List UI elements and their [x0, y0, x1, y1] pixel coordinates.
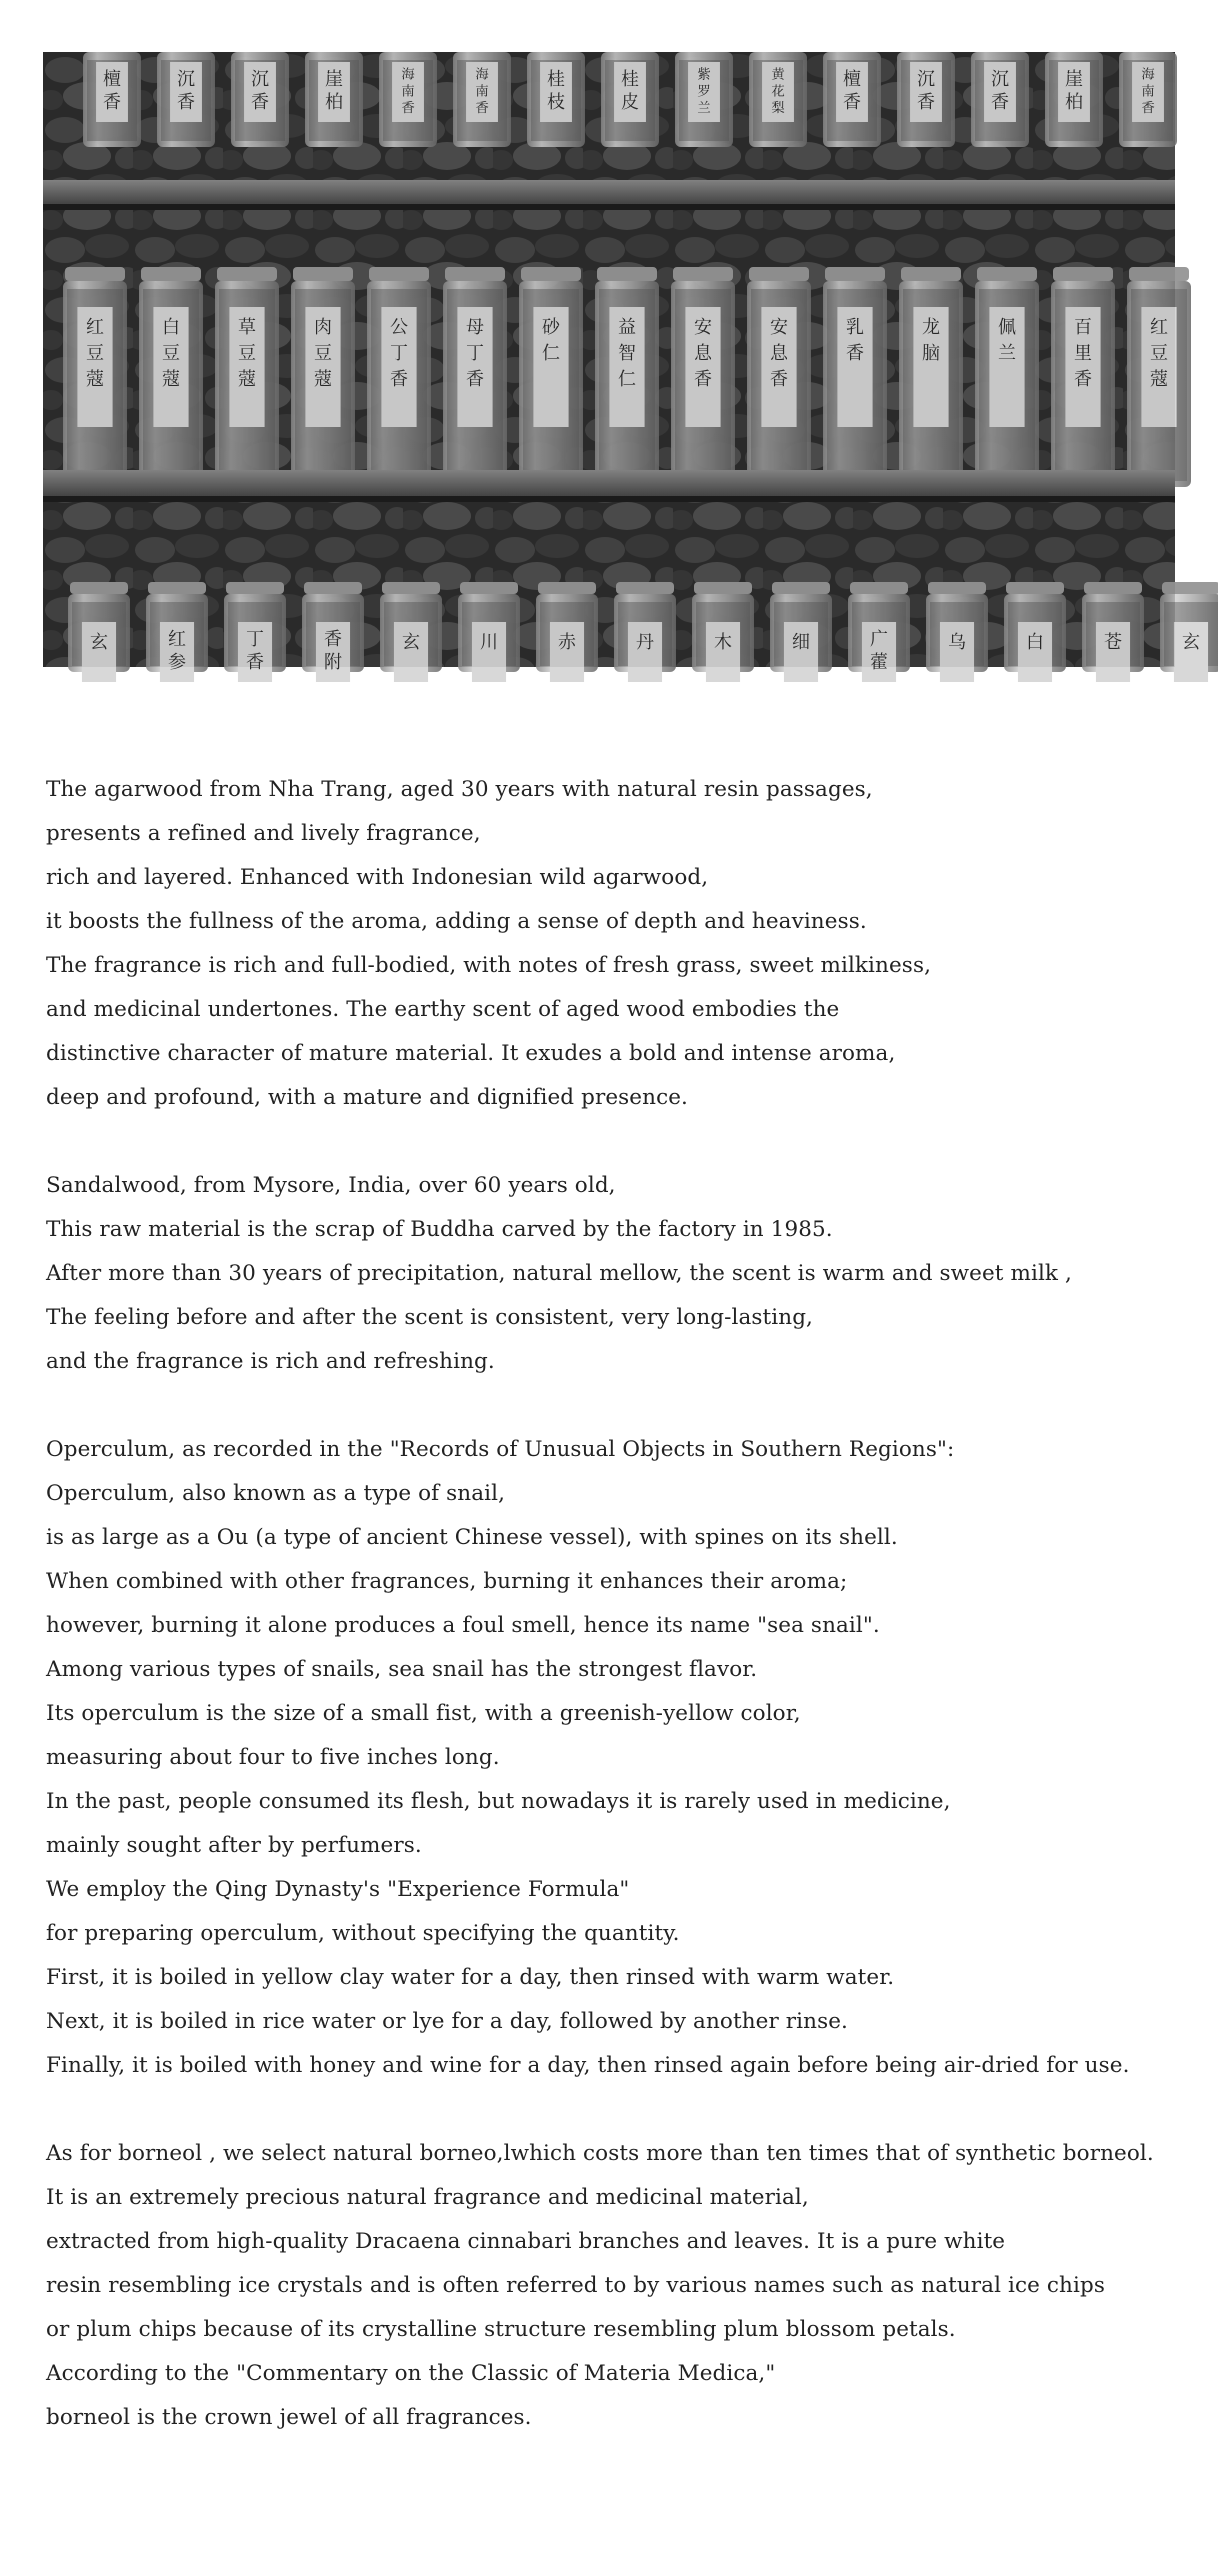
text-line: As for borneol , we select natural borneo,lwhich costs more than ten times that of synthetic borneol. — [46, 2141, 1154, 2166]
jar-label: 檀香 — [103, 69, 121, 114]
jar-label: 川 — [480, 632, 498, 653]
jar-label: 玄 — [90, 632, 108, 653]
jar-label: 崖柏 — [1065, 69, 1083, 114]
text-line: or plum chips because of its crystalline structure resembling plum blossom petals. — [46, 2317, 956, 2342]
paragraph — [46, 1428, 1186, 2088]
text-line: Its operculum is the size of a small fist, with a greenish-yellow color, — [46, 1701, 801, 1726]
text-line: resin resembling ice crystals and is often referred to by various names such as natural ice chips — [46, 2273, 1105, 2298]
text-line: The feeling before and after the scent is consistent, very long-lasting, — [46, 1305, 813, 1330]
jar-label: 砂仁 — [542, 317, 560, 364]
text-line: Operculum, also known as a type of snail, — [46, 1481, 506, 1506]
text-line: presents a refined and lively fragrance, — [46, 821, 481, 846]
apothecary-shelves-photo — [43, 52, 1200, 674]
text-line: distinctive character of mature material. It exudes a bold and intense aroma, — [46, 1041, 896, 1066]
jar-label: 草豆蔻 — [238, 317, 256, 390]
jar-label: 海南香 — [1141, 67, 1155, 116]
jar-label: 安息香 — [694, 317, 712, 390]
article-body — [46, 768, 1186, 2484]
jar-label: 白豆蔻 — [162, 317, 180, 390]
text-line: extracted from high-quality Dracaena cinnabari branches and leaves. It is a pure white — [46, 2229, 1006, 2254]
jar-label: 沉香 — [917, 69, 935, 114]
paragraph — [46, 1164, 1186, 1384]
jar-label: 黄花梨 — [771, 67, 785, 116]
text-line: This raw material is the scrap of Buddha carved by the factory in 1985. — [46, 1217, 833, 1242]
text-line: It is an extremely precious natural fragrance and medicinal material, — [46, 2185, 809, 2210]
jar-label: 崖柏 — [325, 69, 343, 114]
text-line: is as large as a Ou (a type of ancient Chinese vessel), with spines on its shell. — [46, 1525, 898, 1550]
jar-label: 桂皮 — [621, 69, 639, 114]
text-line: for preparing operculum, without specifying the quantity. — [46, 1921, 680, 1946]
jar-label: 苍 — [1104, 632, 1122, 653]
jar-label: 乌 — [948, 632, 966, 653]
text-line: Next, it is boiled in rice water or lye for a day, followed by another rinse. — [46, 2009, 848, 2034]
text-line: We employ the Qing Dynasty's "Experience Formula" — [46, 1877, 630, 1902]
jar-label: 檀香 — [843, 69, 861, 114]
jar-label: 海南香 — [475, 67, 489, 116]
jar-label: 玄 — [402, 632, 420, 653]
jar-label: 桂枝 — [547, 69, 565, 114]
jar-label: 木 — [714, 632, 732, 653]
jar-label: 白 — [1026, 632, 1044, 653]
text-line: borneol is the crown jewel of all fragrances. — [46, 2405, 532, 2430]
jar-label: 乳香 — [846, 317, 864, 364]
jar-label: 安息香 — [770, 317, 788, 390]
text-line: measuring about four to five inches long. — [46, 1745, 500, 1770]
jar-label: 沉香 — [991, 69, 1009, 114]
paragraph — [46, 768, 1186, 1120]
text-line: After more than 30 years of precipitation, natural mellow, the scent is warm and sweet milk , — [46, 1261, 1072, 1286]
text-line: Operculum, as recorded in the "Records of Unusual Objects in Southern Regions": — [46, 1437, 955, 1462]
jar-label: 肉豆蔻 — [314, 317, 332, 390]
text-line: Sandalwood, from Mysore, India, over 60 years old, — [46, 1173, 616, 1198]
jar-label: 佩兰 — [998, 317, 1016, 364]
text-line: According to the "Commentary on the Classic of Materia Medica," — [46, 2361, 776, 2386]
text-line: The fragrance is rich and full-bodied, with notes of fresh grass, sweet milkiness, — [46, 953, 932, 978]
text-line: deep and profound, with a mature and dignified presence. — [46, 1085, 688, 1110]
jar-label: 母丁香 — [466, 317, 484, 390]
text-line: When combined with other fragrances, burning it enhances their aroma; — [46, 1569, 848, 1594]
jar-label: 玄 — [1182, 632, 1200, 653]
hero-image — [43, 52, 1200, 674]
jar-label: 沉香 — [177, 69, 195, 114]
text-line: rich and layered. Enhanced with Indonesian wild agarwood, — [46, 865, 709, 890]
jar-label: 龙脑 — [922, 317, 940, 364]
jar-label: 红参 — [168, 629, 186, 674]
jar-label: 丁香 — [246, 629, 264, 674]
jar-label: 细 — [792, 632, 810, 653]
text-line: and the fragrance is rich and refreshing. — [46, 1349, 495, 1374]
text-line: Finally, it is boiled with honey and wine for a day, then rinsed again before being air-dried for use. — [46, 2053, 1130, 2078]
jar-label: 红豆蔻 — [86, 317, 104, 390]
jar-label: 红豆蔻 — [1150, 317, 1168, 390]
jar-label: 海南香 — [401, 67, 415, 116]
jar-label: 公丁香 — [390, 317, 408, 390]
text-line: mainly sought after by perfumers. — [46, 1833, 422, 1858]
text-line: First, it is boiled in yellow clay water for a day, then rinsed with warm water. — [46, 1965, 895, 1990]
jar-label: 益智仁 — [618, 317, 636, 390]
text-line: however, burning it alone produces a foul smell, hence its name "sea snail". — [46, 1613, 880, 1638]
text-line: In the past, people consumed its flesh, but nowadays it is rarely used in medicine, — [46, 1789, 951, 1814]
text-line: Among various types of snails, sea snail has the strongest flavor. — [46, 1657, 758, 1682]
text-line: The agarwood from Nha Trang, aged 30 years with natural resin passages, — [46, 777, 873, 802]
jar-label: 紫罗兰 — [697, 67, 711, 116]
jar-label: 丹 — [636, 632, 654, 653]
jar-label: 广藿 — [870, 629, 888, 674]
jar-label: 赤 — [558, 632, 576, 653]
text-line: it boosts the fullness of the aroma, adding a sense of depth and heaviness. — [46, 909, 867, 934]
jar-label: 百里香 — [1074, 317, 1092, 390]
paragraph — [46, 2132, 1186, 2440]
jar-label: 香附 — [324, 629, 342, 674]
jar-label: 沉香 — [251, 69, 269, 114]
text-line: and medicinal undertones. The earthy scent of aged wood embodies the — [46, 997, 840, 1022]
